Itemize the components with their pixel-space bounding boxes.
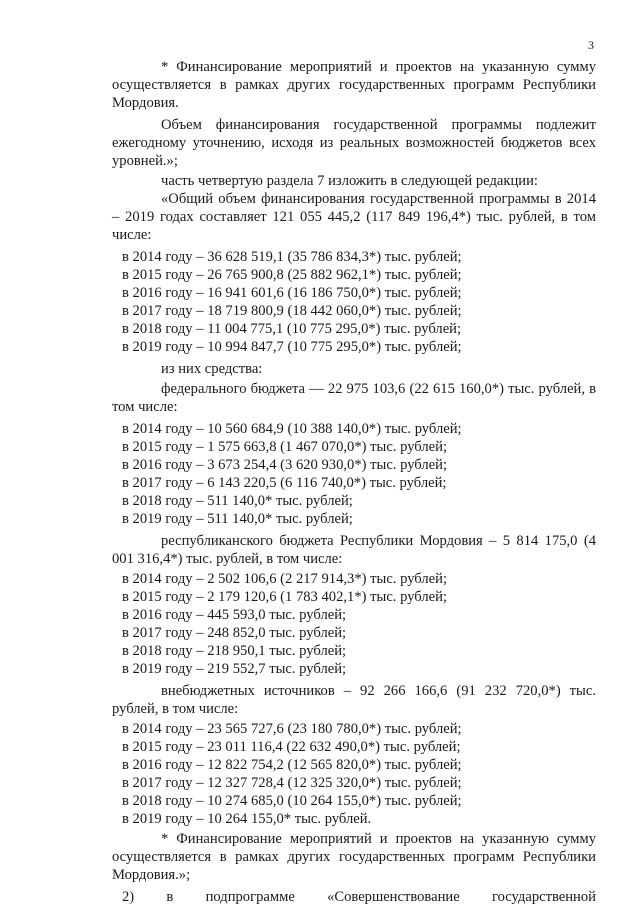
federal-year-2018: в 2018 году – 511 140,0* тыс. рублей; bbox=[122, 493, 353, 509]
extrabudget-year-2017: в 2017 году – 12 327 728,4 (12 325 320,0*) тыс. рублей; bbox=[122, 775, 462, 791]
republic-year-2016: в 2016 году – 445 593,0 тыс. рублей; bbox=[122, 607, 347, 623]
extrabudget-year-2018: в 2018 году – 10 274 685,0 (10 264 155,0*) тыс. рублей; bbox=[122, 793, 462, 809]
footnote-paragraph-final: * Финансирование мероприятий и проектов на указанную сумму осуществляется в рамках других государственных программ Республики Мордовия.»; bbox=[112, 831, 596, 883]
extrabudget-year-2019: в 2019 году – 10 264 155,0* тыс. рублей. bbox=[122, 811, 372, 827]
instruction-paragraph: часть четвертую раздела 7 изложить в следующей редакции: bbox=[161, 173, 538, 189]
total-year-2019: в 2019 году – 10 994 847,7 (10 775 295,0*) тыс. рублей; bbox=[122, 339, 462, 355]
item-word-subprogram: подпрограмме bbox=[205, 889, 295, 905]
total-year-2014: в 2014 году – 36 628 519,1 (35 786 834,3*) тыс. рублей; bbox=[122, 249, 462, 265]
total-years-list bbox=[112, 248, 596, 356]
republic-year-2018: в 2018 году – 218 950,1 тыс. рублей; bbox=[122, 643, 347, 659]
republic-year-2015: в 2015 году – 2 179 120,6 (1 783 402,1*) тыс. рублей; bbox=[122, 589, 447, 605]
federal-year-2016: в 2016 году – 3 673 254,4 (3 620 930,0*) тыс. рублей; bbox=[122, 457, 447, 473]
item-word-improvement: «Совершенствование bbox=[327, 889, 460, 905]
federal-year-2014: в 2014 году – 10 560 684,9 (10 388 140,0*) тыс. рублей; bbox=[122, 421, 462, 437]
extrabudget-years-list bbox=[112, 720, 596, 828]
item-word-state: государственной bbox=[491, 889, 596, 905]
extrabudget-year-2015: в 2015 году – 23 011 116,4 (22 632 490,0*) тыс. рублей; bbox=[122, 739, 461, 755]
document-body bbox=[112, 58, 596, 906]
page-number: 3 bbox=[588, 38, 594, 52]
total-year-2015: в 2015 году – 26 765 900,8 (25 882 962,1*) тыс. рублей; bbox=[122, 267, 462, 283]
sources-label: из них средства: bbox=[161, 361, 263, 377]
republic-years-list bbox=[112, 570, 596, 678]
total-year-2018: в 2018 году – 11 004 775,1 (10 775 295,0*) тыс. рублей; bbox=[122, 321, 462, 337]
federal-year-2015: в 2015 году – 1 575 663,8 (1 467 070,0*) тыс. рублей; bbox=[122, 439, 447, 455]
republic-year-2019: в 2019 году – 219 552,7 тыс. рублей; bbox=[122, 661, 347, 677]
total-financing-paragraph: «Общий объем финансирования государственной программы в 2014 – 2019 годах составляет 121 055 445,2 (117 849 196,4*) тыс. рублей, в том числе: bbox=[112, 191, 596, 243]
total-year-2016: в 2016 году – 16 941 601,6 (16 186 750,0*) тыс. рублей; bbox=[122, 285, 462, 301]
federal-year-2017: в 2017 году – 6 143 220,5 (6 116 740,0*) тыс. рублей; bbox=[122, 475, 447, 491]
federal-years-list bbox=[112, 420, 596, 528]
republic-budget-paragraph: республиканского бюджета Республики Мордовия – 5 814 175,0 (4 001 316,4*) тыс. рублей, в том числе: bbox=[112, 533, 596, 567]
federal-budget-paragraph: федерального бюджета — 22 975 103,6 (22 615 160,0*) тыс. рублей, в том числе: bbox=[112, 381, 596, 415]
item-number: 2) bbox=[122, 889, 135, 905]
item-word-preposition: в bbox=[166, 889, 174, 905]
republic-year-2014: в 2014 году – 2 502 106,6 (2 217 914,3*) тыс. рублей; bbox=[122, 571, 447, 587]
subprogram-item-line bbox=[112, 888, 596, 906]
annual-adjustment-paragraph: Объем финансирования государственной программы подлежит ежегодному уточнению, исходя из реальных возможностей бюджетов всех уровней.»; bbox=[112, 117, 596, 169]
extrabudget-year-2016: в 2016 году – 12 822 754,2 (12 565 820,0*) тыс. рублей; bbox=[122, 757, 462, 773]
federal-year-2019: в 2019 году – 511 140,0* тыс. рублей; bbox=[122, 511, 353, 527]
republic-year-2017: в 2017 году – 248 852,0 тыс. рублей; bbox=[122, 625, 347, 641]
footnote-paragraph: * Финансирование мероприятий и проектов на указанную сумму осуществляется в рамках других государственных программ Республики Мордовия. bbox=[112, 59, 596, 111]
extrabudget-year-2014: в 2014 году – 23 565 727,6 (23 180 780,0*) тыс. рублей; bbox=[122, 721, 462, 737]
total-year-2017: в 2017 году – 18 719 800,9 (18 442 060,0*) тыс. рублей; bbox=[122, 303, 462, 319]
extrabudget-paragraph: внебюджетных источников – 92 266 166,6 (91 232 720,0*) тыс. рублей, в том числе: bbox=[112, 683, 596, 717]
